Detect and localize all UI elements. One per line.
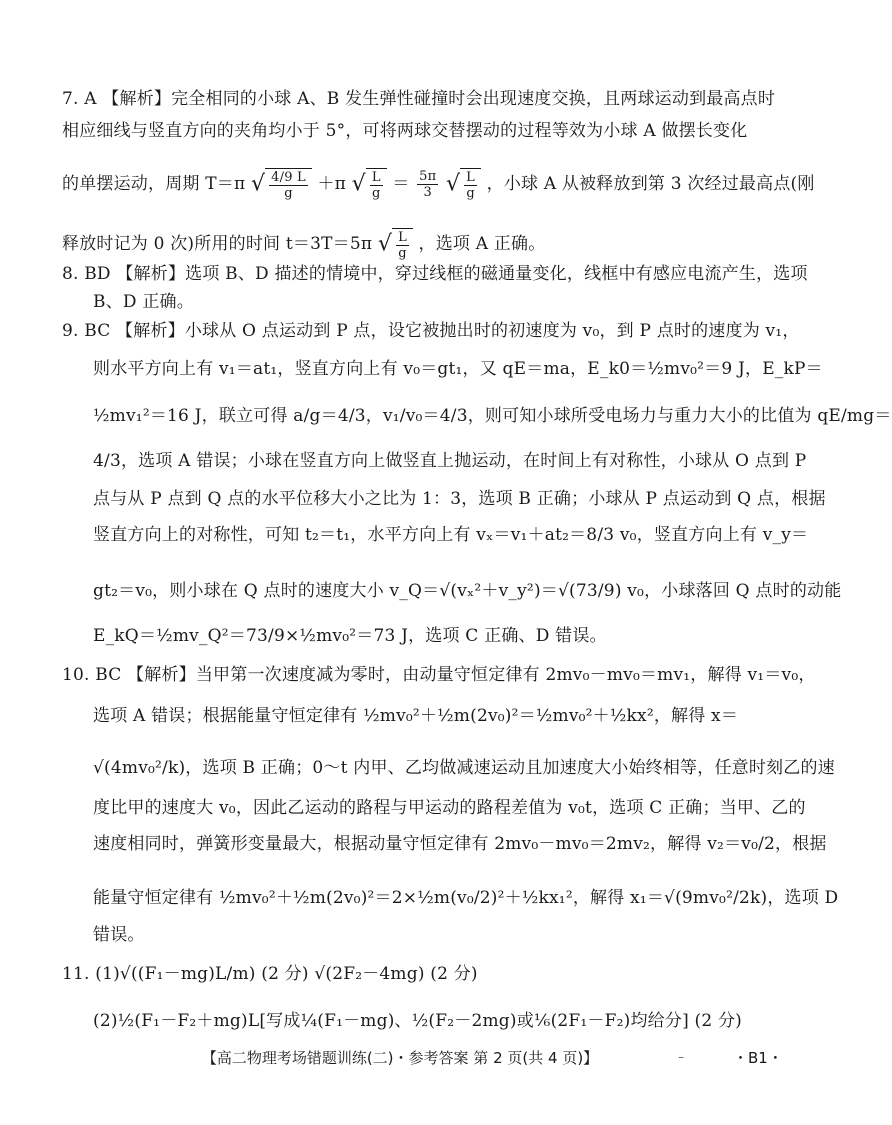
q9-line-6: 竖直方向上的对称性，可知 t₂＝t₁，水平方向上有 vₓ＝v₁＋at₂＝8/3 v₀，竖直方向上有 v_y＝ [93,525,809,545]
q7-frac-num: 4/9 L [271,170,306,185]
q7-line-3-b: ＋π [317,174,347,194]
q9-line-5: 点与从 P 点到 Q 点的水平位移大小之比为 1：3，选项 B 正确；小球从 P 点运动到 Q 点，根据 [93,489,826,509]
q7-sqrt-1: √ $\frac{4/9 L}{g}$ [251,168,312,201]
q10-line-4: 度比甲的速度大 v₀，因此乙运动的路程与甲运动的路程差值为 v₀t，选项 C 正确；当甲、乙的 [93,798,806,818]
q9-line-2: 则水平方向上有 v₁＝at₁，竖直方向上有 v₀＝gt₁，又 qE＝ma，E_k0＝½mv₀²＝9 J，E_kP＝ [93,359,823,379]
page-footer: 【高二物理考场错题训练(二)・参考答案 第 2 页(共 4 页)】 [201,1049,599,1067]
q7-line-2: 相应细线与竖直方向的夹角均小于 5°，可将两球交替摆动的过程等效为小球 A 做摆长变化 [62,121,748,141]
footer-dash: – [678,1050,684,1064]
q7-line-3-c: ＝ [392,174,410,194]
q10-line-5: 速度相同时，弹簧形变量最大，根据动量守恒定律有 2mv₀－mv₀＝2mv₂，解得 v₂＝v₀/2，根据 [93,834,827,854]
q7-line-1: 7. A 【解析】完全相同的小球 A、B 发生弹性碰撞时会出现速度交换，且两球运动到最高点时 [62,89,776,109]
q7-line-4-b: ，选项 A 正确。 [418,234,546,254]
q7-sqrt-2: √ $\frac{L}{g}$ [352,168,387,201]
q9-line-3: ½mv₁²＝16 J，联立可得 a/g＝4/3，v₁/v₀＝4/3，则可知小球所受电场力与重力大小的比值为 qE/mg＝ [93,406,892,426]
q9-line-1: 9. BC 【解析】小球从 O 点运动到 P 点，设它被抛出时的初速度为 v₀，到 P 点时的速度为 v₁， [62,321,800,341]
q10-line-3: √(4mv₀²/k)，选项 B 正确；0～t 内甲、乙均做减速运动且加速度大小始终相等，任意时刻乙的速 [93,758,835,778]
q10-line-6: 能量守恒定律有 ½mv₀²＋½m(2v₀)²＝2×½m(v₀/2)²＋½kx₁²，解得 x₁＝√(9mv₀²/2k)，选项 D [93,888,839,908]
q8-line-1: 8. BD 【解析】选项 B、D 描述的情境中，穿过线框的磁通量变化，线框中有感应电流产生，选项 [62,264,808,284]
q9-line-4: 4/3，选项 A 错误；小球在竖直方向上做竖直上抛运动，在时间上有对称性，小球从 O 点到 P [93,451,807,471]
q7-line-3-a: 的单摆运动，周期 T＝π [62,174,246,194]
q7-sqrt-4: √ $\frac{L}{g}$ [378,228,413,261]
q10-line-1: 10. BC 【解析】当甲第一次速度减为零时，由动量守恒定律有 2mv₀－mv₀＝mv₁，解得 v₁＝v₀， [62,665,816,685]
q8-line-2: B、D 正确。 [93,292,194,312]
q9-line-7: gt₂＝v₀，则小球在 Q 点时的速度大小 v_Q＝√(vₓ²＋v_y²)＝√(73/9) v₀，小球落回 Q 点时的动能 [93,581,842,601]
q10-line-2: 选项 A 错误；根据能量守恒定律有 ½mv₀²＋½m(2v₀)²＝½mv₀²＋½kx²，解得 x＝ [93,706,739,726]
q7-line-3-f: ，小球 A 从被释放到第 3 次经过最高点(刚 [486,174,815,194]
q7-frac-5pi-3: $\frac{5\pi}{3}$ [419,169,437,200]
q11-line-1: 11. (1)√((F₁－mg)L/m) (2 分) √(2F₂－4mg) (2 分) [62,964,478,984]
q7-line-4 [62,228,545,261]
q9-line-8: E_kQ＝½mv_Q²＝73/9×½mv₀²＝73 J，选项 C 正确、D 错误。 [93,626,607,646]
q10-line-7: 错误。 [93,925,145,945]
q7-sqrt-3: √ $\frac{L}{g}$ [446,168,481,201]
footer-mark: ・B1・ [733,1049,783,1067]
q7-frac-den: g [284,186,293,201]
q11-line-2: (2)½(F₁－F₂＋mg)L[写成¼(F₁－mg)、½(F₂－2mg)或⅙(2F₁－F₂)均给分] (2 分) [93,1011,742,1031]
q7-line-4-a: 释放时记为 0 次)所用的时间 t＝3T＝5π [62,234,373,254]
q7-line-3 [62,168,815,201]
